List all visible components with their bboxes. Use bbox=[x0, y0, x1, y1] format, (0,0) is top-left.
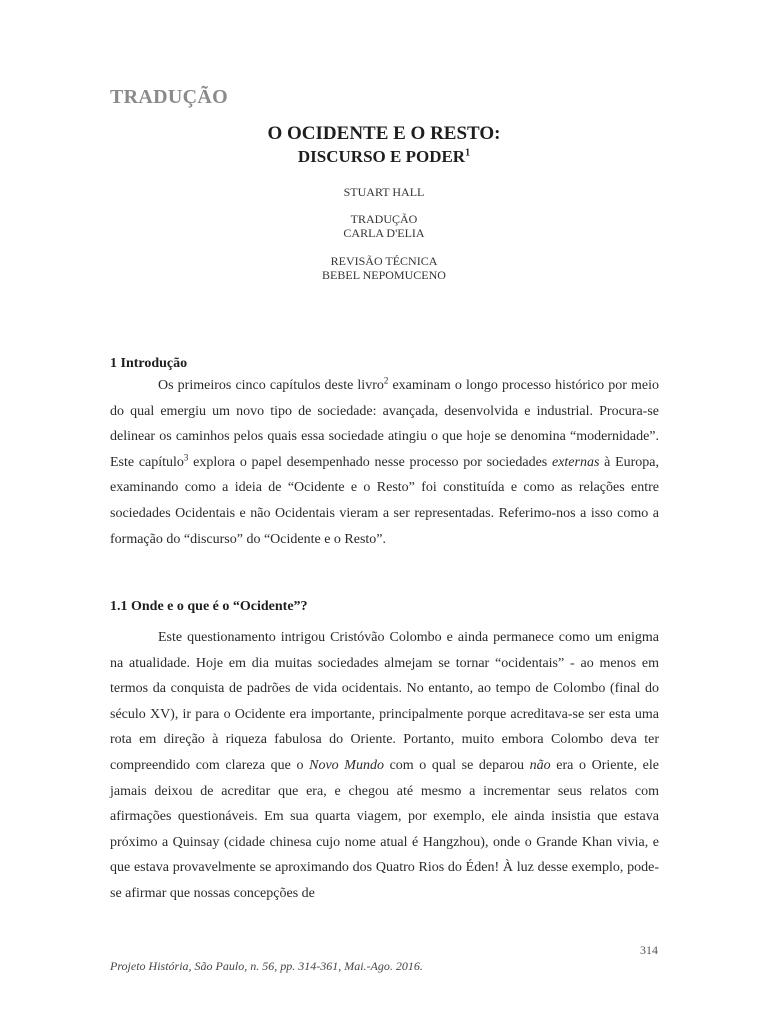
reviewer-name: BEBEL NEPOMUCENO bbox=[322, 268, 446, 282]
translation-block bbox=[0, 212, 768, 240]
translator-name: CARLA D'ELIA bbox=[343, 226, 425, 240]
footnote-ref-2[interactable]: 2 bbox=[383, 375, 389, 386]
revision-label: REVISÃO TÉCNICA bbox=[330, 254, 438, 268]
paragraph-text: Este questionamento intrigou Cristóvão Colombo e ainda permanece como um enigma na atualidade. Hoje em dia muitas sociedades almejam se tornar “ocidentais” - ao menos em termos da conquista de padrões de vida ocidentais. No entanto, ao tempo de Colombo (final do século XV), ir para o Ocidente era importante, principalmente porque acreditava-se ser esta uma rota em direção à riqueza fabulosa do Oriente. Portanto, muito embora Colombo deva ter compreendido com clareza que o bbox=[110, 630, 659, 773]
author-name: STUART HALL bbox=[343, 185, 425, 199]
title-block bbox=[0, 122, 768, 168]
paragraph-introduction bbox=[110, 373, 659, 552]
translation-label: TRADUÇÃO bbox=[350, 212, 418, 226]
paragraph-text: examinam o longo processo histórico por meio do qual emergiu um novo tipo de sociedade: avançada, desenvolvida e industrial. Procura-se delinear os caminhos pelos quais essa sociedade atingiu o que hoje se denomina “modernidade”. Este capítulo bbox=[110, 378, 659, 470]
footnote-ref-3[interactable]: 3 bbox=[183, 452, 189, 463]
author-block bbox=[0, 185, 768, 199]
section-heading-west: 1.1 Onde e o que é o “Ocidente”? bbox=[110, 599, 308, 614]
section-heading-introduction: 1 Introdução bbox=[110, 356, 188, 371]
revision-block bbox=[0, 254, 768, 282]
footnote-ref-1[interactable]: 1 bbox=[465, 147, 471, 159]
section-label: TRADUÇÃO bbox=[110, 86, 228, 108]
paragraph-west bbox=[110, 625, 659, 907]
paragraph-text: era o Oriente, ele jamais deixou de acreditar que era, e chegou até mesmo a incrementar seus relatos com afirmações questionáveis. Em sua quarta viagem, por exemplo, ele ainda insistia que estava próximo a Quinsay (cidade chinesa cujo nome atual é Hangzhou), onde o Grande Khan vivia, e que estava provavelmente se aproximando dos Quatro Rios do Éden! À luz desse exemplo, pode-se afirmar que nossas concepções de bbox=[110, 757, 659, 901]
paragraph-text: à Europa, examinando como a ideia de “Ocidente e o Resto” foi constituída e como as relações entre sociedades Ocidentais e não Ocidentais vieram a ser representadas. Referimo-nos a isso como a formação do “discurso” do “Ocidente e o Resto”. bbox=[110, 454, 659, 547]
article-subtitle bbox=[0, 146, 768, 168]
emphasis-text: não bbox=[529, 757, 551, 773]
page-number: 314 bbox=[640, 943, 658, 957]
subtitle-text: DISCURSO E PODER bbox=[297, 147, 466, 166]
journal-citation: Projeto História, São Paulo, n. 56, pp. 314-361, Mai.-Ago. 2016. bbox=[110, 959, 423, 973]
emphasis-text: externas bbox=[551, 454, 600, 470]
paragraph-text: com o qual se deparou bbox=[383, 757, 530, 773]
paragraph-text: Os primeiros cinco capítulos deste livro bbox=[158, 378, 384, 393]
article-title: O OCIDENTE E O RESTO: bbox=[267, 123, 501, 144]
emphasis-text: Novo Mundo bbox=[309, 757, 384, 773]
paragraph-text: explora o papel desempenhado nesse processo por sociedades bbox=[188, 454, 552, 470]
